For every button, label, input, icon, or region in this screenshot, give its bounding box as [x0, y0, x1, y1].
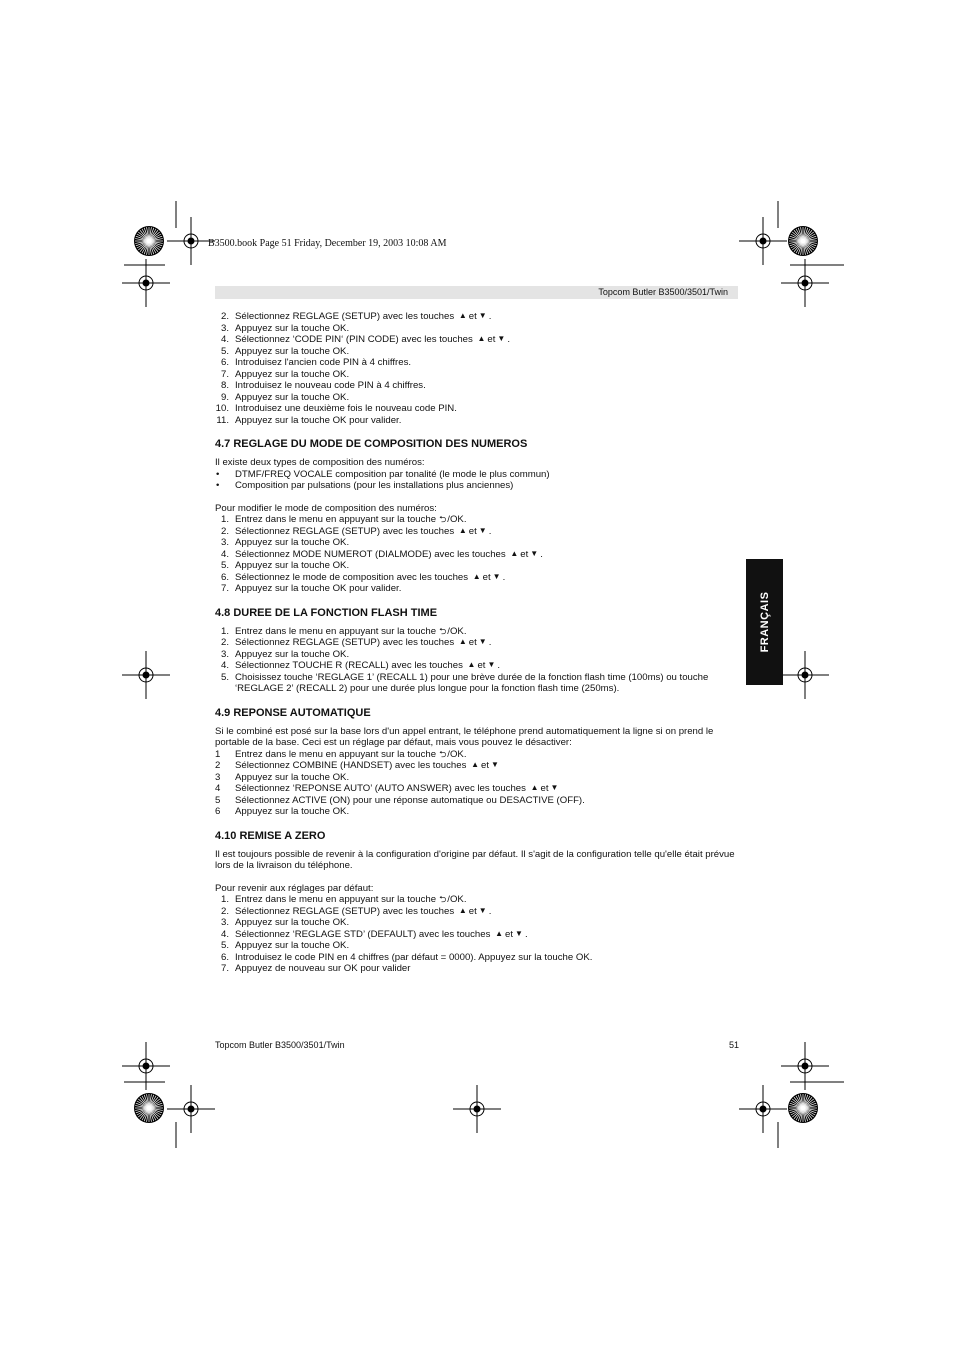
step-item [215, 369, 740, 381]
step-text-end: . [497, 660, 501, 671]
step-text: Appuyez sur la touche OK. [235, 368, 350, 380]
step-text: Appuyez sur la touche OK. [235, 560, 350, 571]
step-text-end: /OK. [447, 748, 467, 760]
step-item [215, 772, 740, 784]
step-number: 6 [215, 806, 221, 817]
step-item [215, 311, 740, 323]
starburst-center [147, 1106, 151, 1110]
step-number: 5. [220, 671, 229, 683]
step-text: Appuyez sur la touche OK. [235, 391, 350, 403]
section-4-7-intro: Il existe deux types de composition des numéros: [215, 457, 425, 468]
step-item [215, 572, 740, 584]
step-item [215, 526, 740, 538]
bullet-item [215, 469, 740, 481]
page-number: 51 [729, 1040, 740, 1050]
conjunction-text: et [520, 548, 529, 560]
step-text: Appuyez sur la touche OK. [235, 537, 350, 548]
step-text: Sélectionnez REGLAGE (SETUP) avec les touches [235, 311, 455, 322]
step-text: Appuyez sur la touche OK. [235, 345, 350, 357]
step-text-end: . [524, 928, 528, 940]
menu-key-icon: ⮌ [439, 748, 447, 759]
conjunction-text: et [468, 905, 477, 917]
step-number: 1. [220, 894, 229, 905]
step-text: Sélectionnez MODE NUMEROT (DIALMODE) avec les touches [235, 548, 506, 560]
step-number: 8. [220, 380, 229, 391]
step-text: Appuyez sur la touche OK. [235, 940, 350, 951]
print-info-line: B3500.book Page 51 Friday, December 19, 2003 10:08 AM [208, 238, 447, 249]
conjunction-text: et [481, 760, 490, 771]
step-item [215, 963, 740, 975]
step-item [215, 806, 740, 818]
step-number: 3 [215, 771, 221, 783]
step-text-end: . [488, 637, 492, 648]
step-item [215, 583, 740, 595]
step-item [215, 549, 740, 561]
step-number: 3. [220, 322, 229, 334]
step-item [215, 929, 740, 941]
bullet-item [215, 480, 740, 492]
step-number: 2. [220, 525, 229, 537]
section-4-7-steps [215, 514, 740, 595]
step-number: 2. [220, 905, 229, 917]
step-text-end: /OK. [447, 514, 467, 525]
step-text: Introduisez l'ancien code PIN à 4 chiffres. [235, 357, 412, 368]
step-text: Sélectionnez REGLAGE (SETUP) avec les touches [235, 905, 455, 917]
step-text: Entrez dans le menu en appuyant sur la touche [235, 625, 437, 637]
step-item [215, 537, 740, 549]
footer-title: Topcom Butler B3500/3501/Twin [215, 1040, 345, 1050]
step-number: 2. [220, 311, 229, 322]
step-item [215, 626, 740, 638]
section-4-7-title: 4.7 REGLAGE DU MODE DE COMPOSITION DES NUMEROS [215, 438, 528, 450]
step-text-end: . [502, 571, 506, 583]
conjunction-text: et [482, 571, 491, 583]
step-number: 7. [220, 368, 229, 380]
step-text: Sélectionnez COMBINE (HANDSET) avec les touches [235, 760, 467, 771]
section-4-10-title: 4.10 REMISE A ZERO [215, 829, 326, 842]
step-text-end: /OK. [447, 625, 467, 637]
up-arrow-icon: ▲ [510, 548, 519, 558]
running-header [215, 286, 738, 299]
step-number: 3. [220, 648, 229, 660]
step-number: 1. [220, 625, 229, 637]
step-text-end: . [540, 548, 543, 560]
down-arrow-icon: ▼ [550, 783, 559, 792]
dial-mode-bullets [215, 469, 740, 492]
down-arrow-icon: ▼ [478, 637, 487, 646]
step-item [215, 917, 740, 929]
step-text: Appuyez sur la touche OK. [235, 648, 350, 660]
step-text: Appuyez sur la touche OK. [235, 322, 350, 334]
step-item [215, 783, 740, 795]
step-number: 5 [215, 794, 221, 806]
section-4-9-intro: Si le combiné est posé sur la base lors d'un appel entrant, le téléphone prend automatiquement la ligne si on prend le portable de la base. Ceci est un réglage par défaut, mais vous pouvez le désactiver: [215, 725, 714, 748]
step-number: 11. [216, 414, 229, 426]
step-item [215, 760, 740, 772]
bullet-text: DTMF/FREQ VOCALE composition par tonalité (le mode le plus commun) [235, 468, 550, 480]
step-text: Introduisez le code PIN en 4 chiffres (par défaut = 0000). Appuyez sur la touche OK. [235, 951, 593, 963]
step-text: Appuyez sur la touche OK. [235, 771, 350, 783]
step-item [215, 514, 740, 526]
down-arrow-icon: ▼ [515, 928, 523, 938]
menu-key-icon: ⮌ [439, 514, 447, 524]
down-arrow-icon: ▼ [491, 760, 499, 769]
down-arrow-icon: ▼ [487, 660, 496, 669]
step-item [215, 392, 740, 404]
step-number: 2 [215, 760, 221, 771]
step-text: Choisissez touche ‘REGLAGE 1’ (RECALL 1) pour une brève durée de la fonction flash time (100ms) ou touche ‘REGLAGE 2’ (RECALL 2) pour une durée plus longue pour la fonction flash time (250ms). [235, 671, 709, 694]
step-text: Sélectionnez ‘CODE PIN‘ (PIN CODE) avec les touches [235, 334, 473, 345]
up-arrow-icon: ▲ [458, 905, 467, 915]
conjunction-text: et [540, 783, 549, 794]
step-number: 7. [220, 963, 229, 974]
step-text: Entrez dans le menu en appuyant sur la touche [235, 514, 437, 525]
section-4-10-intro: Il est toujours possible de revenir à la configuration d'origine par défaut. Il s'agit de la configuration telle qu'elle était prévue lors de la livraison du téléphone. [215, 848, 735, 871]
step-number: 4. [220, 660, 229, 671]
step-item [215, 380, 740, 392]
menu-key-icon: ⮌ [439, 894, 447, 904]
step-text: Sélectionnez ‘REPONSE AUTO’ (AUTO ANSWER) avec les touches [235, 783, 526, 794]
step-number: 5. [220, 345, 229, 357]
section-4-10-lead: Pour revenir aux réglages par défaut: [215, 882, 374, 894]
step-item [215, 952, 740, 964]
section-4-9-title: 4.9 REPONSE AUTOMATIQUE [215, 706, 371, 719]
step-item [215, 672, 740, 695]
step-number: 1 [215, 748, 221, 760]
step-text: Appuyez sur la touche OK. [235, 806, 350, 817]
step-text: Sélectionnez REGLAGE (SETUP) avec les touches [235, 525, 455, 537]
step-item [215, 415, 740, 427]
up-arrow-icon: ▲ [495, 928, 503, 938]
step-text: Appuyez sur la touche OK pour valider. [235, 414, 402, 426]
down-arrow-icon: ▼ [478, 905, 487, 915]
step-text: Sélectionnez REGLAGE (SETUP) avec les touches [235, 637, 455, 648]
up-arrow-icon: ▲ [530, 783, 539, 792]
up-arrow-icon: ▲ [467, 660, 476, 669]
step-text: Appuyez sur la touche OK. [235, 917, 350, 928]
step-text-end: . [488, 311, 492, 322]
step-number: 4. [220, 928, 229, 940]
conjunction-text: et [468, 637, 477, 648]
up-arrow-icon: ▲ [477, 334, 486, 343]
up-arrow-icon: ▲ [458, 525, 467, 535]
up-arrow-icon: ▲ [472, 571, 481, 581]
up-arrow-icon: ▲ [458, 311, 467, 320]
step-item [215, 637, 740, 649]
section-4-10-steps [215, 894, 740, 975]
step-item [215, 346, 740, 358]
step-number: 10. [215, 403, 229, 414]
step-text: Appuyez sur la touche OK pour valider. [235, 583, 402, 594]
step-number: 4 [215, 783, 221, 794]
down-arrow-icon: ▼ [497, 334, 506, 343]
intro-steps-list [215, 311, 740, 426]
bullet-text: Composition par pulsations (pour les installations plus anciennes) [235, 480, 514, 491]
conjunction-text: et [487, 334, 496, 345]
step-item [215, 906, 740, 918]
step-item [215, 357, 740, 369]
language-tab-label: FRANÇAIS [758, 591, 771, 653]
step-number: 4. [220, 334, 229, 345]
down-arrow-icon: ▼ [530, 548, 539, 558]
section-4-9-steps [215, 749, 740, 818]
step-item [215, 403, 740, 415]
step-text: Sélectionnez TOUCHE R (RECALL) avec les touches [235, 660, 463, 671]
step-item [215, 334, 740, 346]
conjunction-text: et [505, 928, 514, 940]
conjunction-text: et [468, 525, 477, 537]
step-number: 5. [220, 560, 229, 571]
section-4-7-lead: Pour modifier le mode de composition des numéros: [215, 502, 437, 514]
step-text: Sélectionnez ACTIVE (ON) pour une réponse automatique ou DESACTIVE (OFF). [235, 794, 585, 806]
starburst-center [801, 1106, 805, 1110]
step-text: Entrez dans le menu en appuyant sur la touche [235, 894, 437, 905]
down-arrow-icon: ▼ [478, 525, 487, 535]
step-item [215, 649, 740, 661]
step-number: 6. [220, 357, 229, 368]
step-item [215, 940, 740, 952]
section-4-8-steps [215, 626, 740, 695]
step-text: Sélectionnez le mode de composition avec les touches [235, 571, 469, 583]
conjunction-text: et [468, 311, 477, 322]
step-text-end: . [488, 905, 492, 917]
header-title: Topcom Butler B3500/3501/Twin [598, 287, 728, 297]
down-arrow-icon: ▼ [478, 311, 487, 320]
step-number: 7. [220, 583, 229, 594]
step-item [215, 894, 740, 906]
step-number: 3. [220, 537, 229, 548]
bullet-mark: • [216, 480, 220, 491]
page-content [215, 311, 740, 975]
conjunction-text: et [477, 660, 486, 671]
step-item [215, 795, 740, 807]
step-text: Entrez dans le menu en appuyant sur la touche [235, 748, 437, 760]
step-text-end: . [488, 525, 492, 537]
step-number: 2. [220, 637, 229, 648]
down-arrow-icon: ▼ [492, 571, 501, 581]
up-arrow-icon: ▲ [471, 760, 479, 769]
step-text-end: . [507, 334, 510, 345]
bullet-mark: • [216, 468, 220, 480]
step-number: 9. [220, 391, 229, 403]
section-4-8-title: 4.8 DUREE DE LA FONCTION FLASH TIME [215, 606, 438, 619]
up-arrow-icon: ▲ [458, 637, 467, 646]
step-text-end: /OK. [447, 894, 467, 905]
step-text: Introduisez le nouveau code PIN à 4 chiffres. [235, 380, 426, 391]
step-text: Sélectionnez ‘REGLAGE STD’ (DEFAULT) avec les touches [235, 928, 491, 940]
starburst-center [801, 239, 805, 243]
step-number: 6. [220, 571, 229, 583]
starburst-center [147, 239, 151, 243]
step-number: 5. [220, 940, 229, 951]
step-text: Appuyez de nouveau sur OK pour valider [235, 963, 411, 974]
step-number: 1. [220, 514, 229, 525]
language-tab [746, 559, 783, 685]
step-number: 3. [220, 917, 229, 928]
step-item [215, 660, 740, 672]
step-text: Introduisez une deuxième fois le nouveau code PIN. [235, 403, 457, 414]
menu-key-icon: ⮌ [439, 625, 447, 636]
step-number: 4. [220, 548, 229, 560]
step-number: 6. [220, 951, 229, 963]
